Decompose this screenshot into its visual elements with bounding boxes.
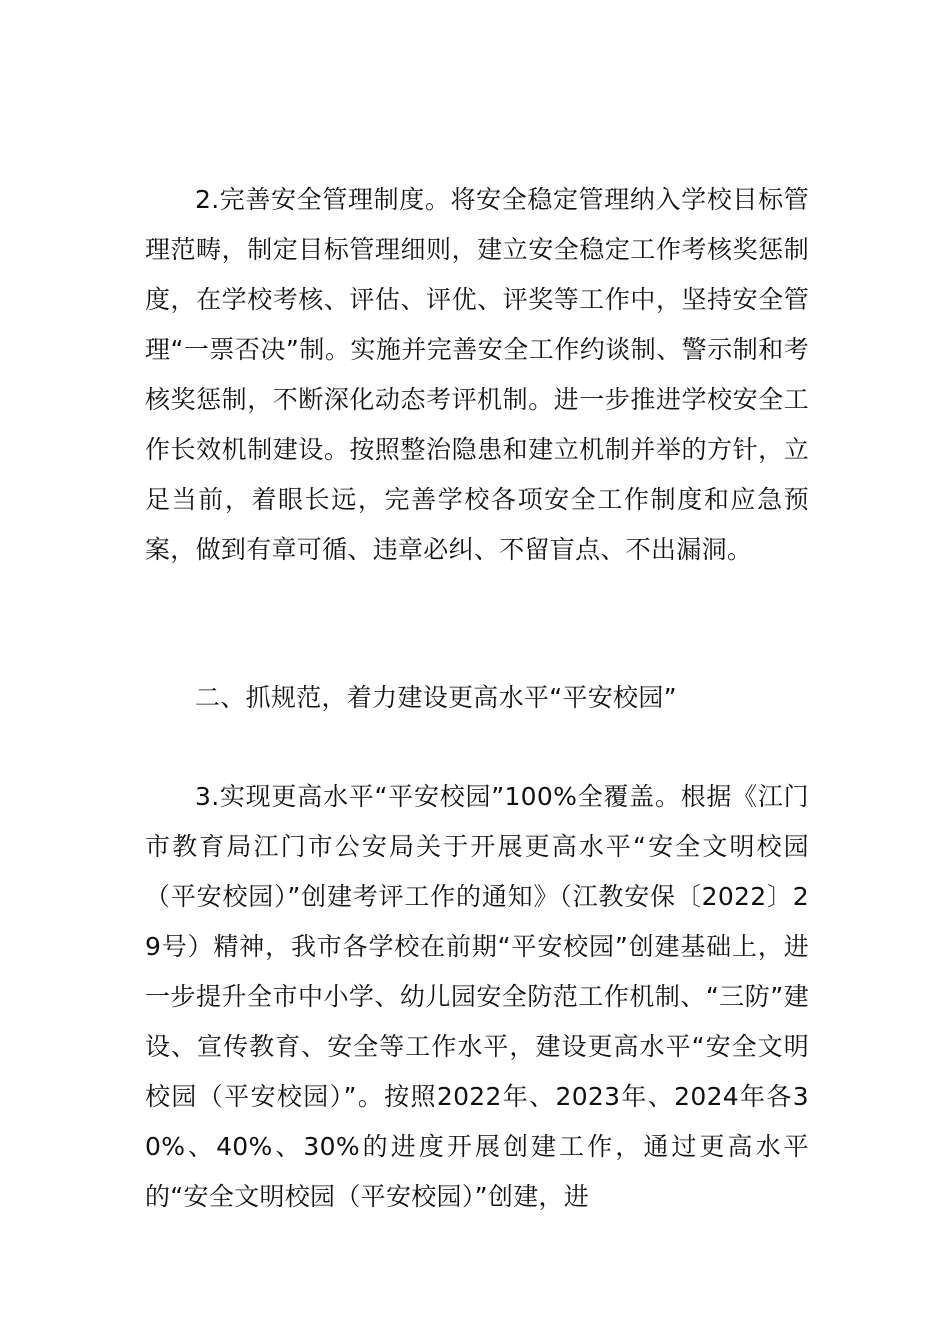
paragraph-safety-management-system: 2.完善安全管理制度。将安全稳定管理纳入学校目标管理范畴，制定目标管理细则，建立安全稳定工作考核奖惩制度，在学校考核、评估、评优、评奖等工作中，坚持安全管理“一票否决”制。实施并完善安全工作约谈制、警示制和考核奖惩制，不断深化动态考评机制。进一步推进学校安全工作长效机制建设。按照整治隐患和建立机制并举的方针，立足当前，着眼长远，完善学校各项安全工作制度和应急预案，做到有章可循、违章必纠、不留盲点、不出漏洞。	[145, 185, 809, 564]
paragraph-safe-campus-coverage: 3.实现更高水平“平安校园”100%全覆盖。根据《江门市教育局江门市公安局关于开展更高水平“安全文明校园（平安校园）”创建考评工作的通知》（江教安保〔2022〕29号）精神，我市各学校在前期“平安校园”创建基础上，进一步提升全市中小学、幼儿园安全防范工作机制、“三防”建设、宣传教育、安全等工作水平，建设更高水平“安全文明校园（平安校园）”。按照2022年、2023年、2024年各30%、40%、30%的进度开展创建工作，通过更高水平的“安全文明校园（平安校园）”创建，进	[145, 782, 809, 1211]
section-heading-2: 二、抓规范，着力建设更高水平“平安校园”	[195, 683, 677, 712]
